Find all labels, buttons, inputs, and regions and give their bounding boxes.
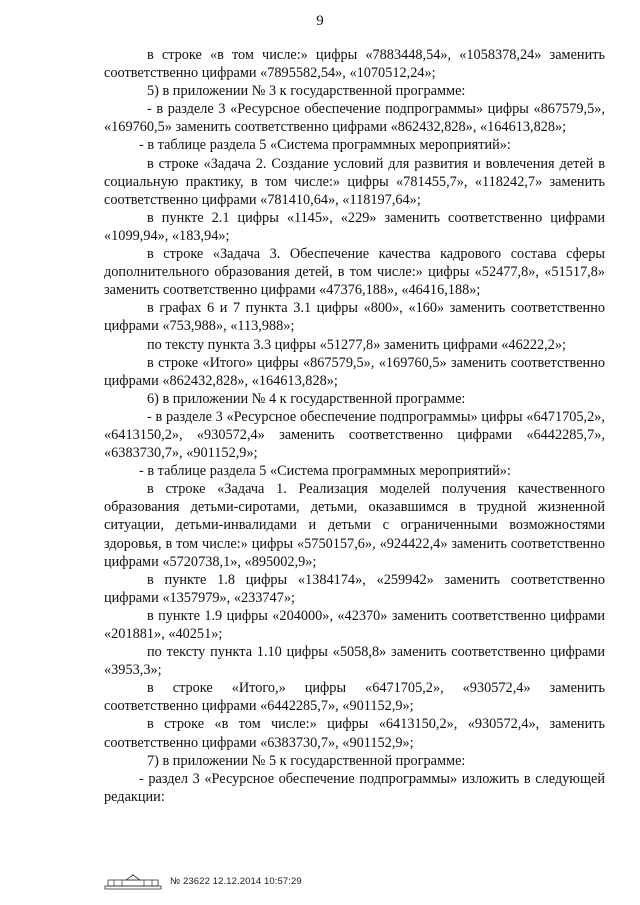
paragraph: в пункте 2.1 цифры «1145», «229» заменить соответственно цифрами «1099,94», «183,94»; — [104, 209, 605, 244]
registration-stamp: № 23622 12.12.2014 10:57:29 — [170, 875, 302, 887]
paragraph: - раздел 3 «Ресурсное обеспечение подпрограммы» изложить в следующей редакции: — [104, 770, 605, 805]
paragraph: по тексту пункта 1.10 цифры «5058,8» заменить соответственно цифрами «3953,3»; — [104, 644, 605, 679]
paragraph: в строке «Итого,» цифры «6471705,2», «930572,4» заменить соответственно цифрами «6442285,7», «901152,9»; — [104, 680, 605, 715]
paragraph: 6) в приложении № 4 к государственной программе: — [147, 390, 466, 407]
paragraph: в строке «в том числе:» цифры «6413150,2», «930572,4», заменить соответственно цифрами «6383730,7», «901152,9»; — [104, 716, 605, 751]
paragraph: по тексту пункта 3.3 цифры «51277,8» заменить цифрами «46222,2»; — [147, 336, 567, 353]
paragraph: в строке «в том числе:» цифры «7883448,54», «1058378,24» заменить соответственно цифрами «7895582,54», «1070512,24»; — [104, 47, 605, 82]
paragraph: - в таблице раздела 5 «Система программных мероприятий»: — [139, 463, 511, 480]
paragraph: в пункте 1.8 цифры «1384174», «259942» заменить соответственно цифрами «1357979», «233747»; — [104, 571, 605, 606]
paragraph: 5) в приложении № 3 к государственной программе: — [147, 83, 466, 100]
paragraph: - в таблице раздела 5 «Система программных мероприятий»: — [139, 137, 511, 154]
footer-stamp-area — [104, 873, 302, 891]
paragraph: в строке «Итого» цифры «867579,5», «169760,5» заменить соответственно цифрами «862432,828», «164613,828»; — [104, 354, 605, 389]
government-building-logo-icon — [104, 874, 162, 890]
paragraph: в пункте 1.9 цифры «204000», «42370» заменить соответственно цифрами «201881», «40251»; — [104, 607, 605, 642]
paragraph: 7) в приложении № 5 к государственной программе: — [147, 752, 466, 769]
paragraph: - в разделе 3 «Ресурсное обеспечение подпрограммы» цифры «867579,5», «169760,5» заменить соответственно цифрами «862432,828», «164613,828»; — [104, 101, 605, 136]
page-number: 9 — [316, 13, 324, 29]
paragraph: в строке «Задача 3. Обеспечение качества кадрового состава сферы дополнительного образования детей, в том числе:» цифры «52477,8», «51517,8» заменить соответственно цифрами «47376,188», «46416,188»; — [104, 246, 605, 299]
document-body — [104, 46, 605, 806]
paragraph: в строке «Задача 1. Реализация моделей получения качественного образования детьми-сиротами, детьми, оказавшимся в трудной жизненной ситуации, детьми-инвалидами и детьми с ограниченными возможностями здоровья, в том числе:» цифры «5750157,6», «924422,4» заменить соответственно цифрами «5720738,1», «895002,9»; — [104, 481, 605, 570]
paragraph: в графах 6 и 7 пункта 3.1 цифры «800», «160» заменить соответственно цифрами «753,988», «113,988»; — [104, 300, 605, 335]
paragraph: в строке «Задача 2. Создание условий для развития и вовлечения детей в социальную практику, в том числе:» цифры «781455,7», «118242,7» заменить соответственно цифрами «781410,64», «118197,64»; — [104, 155, 605, 208]
paragraph: - в разделе 3 «Ресурсное обеспечение подпрограммы» цифры «6471705,2», «6413150,2», «930572,4» заменить соответственно цифрами «6442285,7», «6383730,7», «901152,9»; — [104, 408, 605, 462]
